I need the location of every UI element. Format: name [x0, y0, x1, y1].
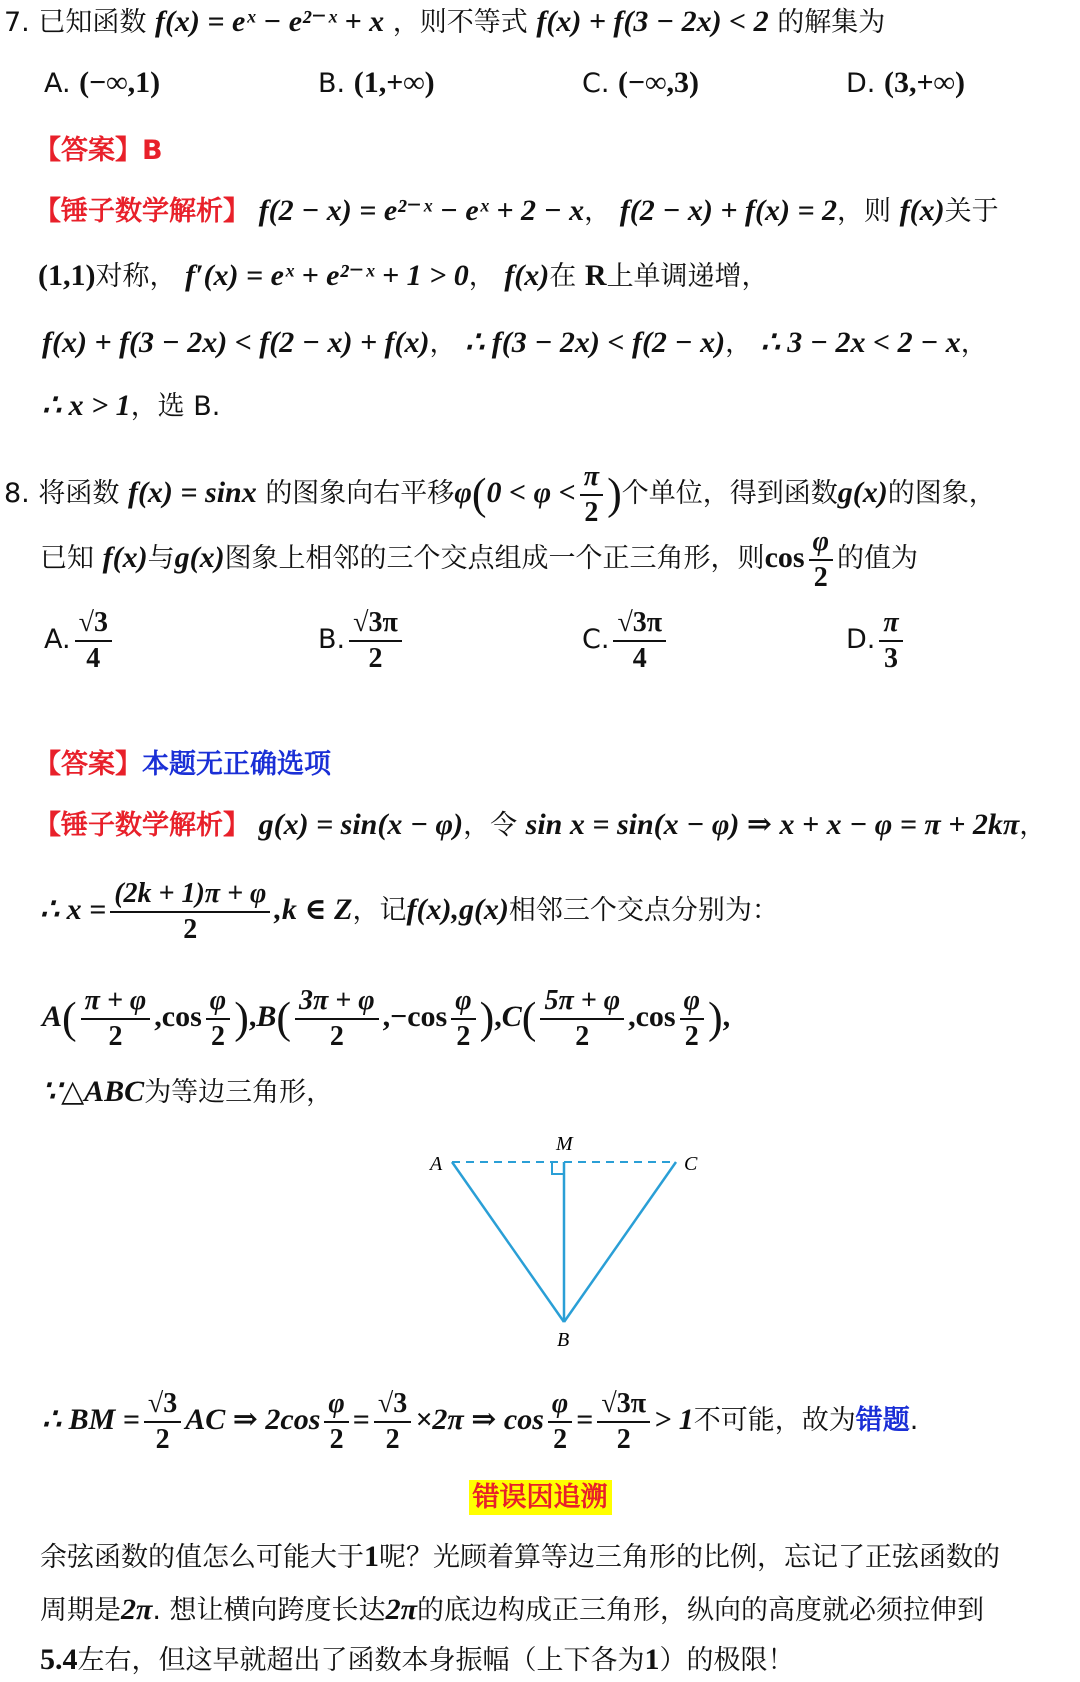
- q7-analysis-line-3: [42, 323, 988, 364]
- q8-analysis-line-2: [40, 870, 779, 950]
- label-m: M: [556, 1133, 573, 1155]
- text: 的底边构成正三角形，纵向的高度就必须拉伸到: [416, 1595, 984, 1626]
- text: ，: [468, 261, 496, 292]
- fraction: $\frac{\pi}{2}$: [580, 460, 603, 530]
- q8-option-c: C. $\frac{√3\pi}{4}$: [582, 600, 670, 680]
- paren: (: [521, 993, 537, 1043]
- paren: (: [62, 993, 77, 1043]
- point-b-label: B: [256, 1000, 277, 1033]
- math: cos: [764, 541, 805, 574]
- math: ∴ x > 1: [42, 389, 131, 422]
- math: f(x): [899, 194, 945, 227]
- text: 个单位，得到函数: [621, 478, 838, 509]
- text: 已知: [40, 543, 94, 574]
- text: 关于: [944, 196, 999, 227]
- math: g(x) = sin(x − φ): [258, 808, 464, 841]
- text: 将函数: [38, 478, 120, 509]
- point-c-label: C: [501, 1000, 522, 1033]
- math: f(x) + f(3 − 2x) < f(2 − x) + f(x): [42, 326, 430, 359]
- math: f(2 − x) + f(x) = 2: [619, 194, 838, 227]
- q8-answer: [34, 745, 331, 785]
- text: ，: [960, 328, 988, 359]
- text: .: [909, 1405, 919, 1436]
- math: f(x) = sinx: [127, 476, 257, 509]
- point-a-label: A: [42, 1000, 63, 1033]
- math: 2π: [385, 1593, 417, 1626]
- q7-analysis-line-1: [34, 191, 999, 232]
- text: 上单调递增，: [606, 261, 769, 292]
- right-angle-mark: [552, 1162, 564, 1174]
- text: 周期是: [40, 1595, 121, 1626]
- q7-function: f(x) = eˣ − e²⁻ˣ + x: [154, 5, 385, 38]
- q7-option-c: C. (−∞,3): [582, 66, 699, 99]
- math: f(x): [504, 259, 550, 292]
- trace-line-3: [40, 1640, 795, 1681]
- text: 左右，但这早就超出了函数本身振幅（上下各为: [77, 1645, 645, 1676]
- label-a: A: [430, 1153, 443, 1175]
- paren: ): [607, 469, 622, 519]
- q8-answer-value: 本题无正确选项: [142, 749, 331, 780]
- q7-option-a: A. (−∞,1): [44, 66, 161, 99]
- math: > 1: [654, 1403, 694, 1436]
- text: 在: [549, 261, 577, 292]
- paren: ): [234, 993, 249, 1043]
- math: 0 < φ <: [486, 476, 576, 509]
- text: ）的极限！: [659, 1645, 795, 1676]
- triangle-figure: [420, 1120, 710, 1350]
- math: ∴ x =: [40, 893, 107, 926]
- math: ∵△ABC: [42, 1075, 145, 1108]
- text: 与: [147, 543, 175, 574]
- text: 的图象，: [887, 478, 996, 509]
- answer-tag: 【答案】: [34, 135, 142, 166]
- math: ∴ BM =: [42, 1403, 140, 1436]
- math: f′(x) = eˣ + e²⁻ˣ + 1 > 0: [185, 259, 469, 292]
- q7-inequality: f(x) + f(3 − 2x) < 2: [536, 5, 769, 38]
- text: 呢？光顾着算等边三角形的比例，忘记了正弦函数的: [379, 1542, 1000, 1573]
- label-b: B: [557, 1329, 570, 1350]
- math: R: [584, 259, 607, 292]
- q7-option-d: D. (3,+∞): [846, 66, 965, 99]
- text: ，则: [837, 196, 892, 227]
- math: f(2 − x) = e²⁻ˣ − eˣ + 2 − x: [258, 194, 585, 227]
- math: sin x = sin(x − φ) ⇒ x + x − φ = π + 2kπ: [525, 808, 1020, 841]
- text: 不可能，故为: [693, 1405, 856, 1436]
- math: 1: [364, 1540, 379, 1573]
- trace-line-1: [40, 1537, 1000, 1578]
- fraction: $\frac{\varphi}{2}$: [809, 525, 833, 595]
- analysis-tag: 【锤子数学解析】: [34, 196, 250, 227]
- q7-analysis-line-4: [42, 386, 220, 427]
- q8-option-d: D. $\frac{\pi}{3}$: [846, 600, 907, 680]
- paren: ): [707, 993, 723, 1043]
- paren: (: [471, 469, 487, 519]
- text: ，: [725, 328, 753, 359]
- q7-stem: [4, 2, 885, 43]
- segment-ab: [452, 1162, 564, 1322]
- q7-analysis-line-2: [38, 256, 769, 297]
- q7-stem-text-a: 已知函数: [38, 7, 147, 38]
- trace-title: 错误因追溯: [469, 1480, 612, 1515]
- paren: (: [276, 993, 292, 1043]
- math: (1,1): [38, 259, 96, 292]
- q8-points-line: A( $\frac{\pi + \varphi}{2}$ ,cos $\frac{\varphi}{2}$ ),B( $\frac{3\pi + \varphi}{2}$ ,−cos $\frac{\varphi}{2}$ ),C( $\frac{5\pi + \varphi}{2}$ ,cos $\frac{\varphi}{2}$ ),: [42, 984, 731, 1052]
- q8-conclusion-line: ∴ BM = $\frac{√3}{2}$ AC ⇒ 2cos $\frac{\varphi}{2}$ = $\frac{√3}{2}$ ×2π ⇒ cos $\frac{\varphi}{2}$ = $\frac{√3\pi}{2}$ > 1不可能，故为错题.: [42, 1387, 919, 1455]
- answer-tag: 【答案】: [34, 749, 142, 780]
- q8-options: [0, 600, 1080, 680]
- trace-line-2: [40, 1590, 984, 1631]
- math: ×2π ⇒ cos: [415, 1403, 544, 1436]
- q8-option-b: B. $\frac{√3\pi}{2}$: [318, 600, 406, 680]
- q8-stem-line-2: [40, 518, 918, 598]
- q7-stem-text-c: 的解集为: [777, 7, 886, 38]
- q8-number: 8.: [4, 478, 30, 509]
- math: ,k ∈ Z: [274, 893, 353, 926]
- q7-answer-value: B: [142, 135, 163, 166]
- q7-stem-text-b: ，则不等式: [392, 7, 528, 38]
- math: 2π: [121, 1593, 153, 1626]
- math: 5.4: [40, 1643, 78, 1676]
- q7-number: 7.: [4, 7, 30, 38]
- q7-answer: [34, 131, 163, 171]
- math: f(x),g(x): [406, 893, 509, 926]
- label-c: C: [684, 1153, 698, 1175]
- math: g(x): [174, 541, 225, 574]
- math: f(x): [102, 541, 148, 574]
- trace-title-row: [0, 1478, 1080, 1518]
- text: ，令: [463, 810, 518, 841]
- fraction: $\frac{(2k + 1)\pi + \varphi}{2}$: [110, 877, 270, 947]
- text: 图象上相邻的三个交点组成一个正三角形，则: [224, 543, 765, 574]
- text: ，: [429, 328, 457, 359]
- q8-option-a: A. $\frac{√3}{4}$: [44, 600, 116, 680]
- text: 对称，: [95, 261, 177, 292]
- segment-cb: [564, 1162, 676, 1322]
- math: AC ⇒ 2cos: [185, 1403, 321, 1436]
- text: ，: [1019, 810, 1047, 841]
- text: 余弦函数的值怎么可能大于: [40, 1542, 364, 1573]
- paren: ): [479, 993, 495, 1043]
- text: ，: [584, 196, 612, 227]
- math: ∴ 3 − 2x < 2 − x: [760, 326, 961, 359]
- text: 相邻三个交点分别为：: [508, 895, 779, 926]
- text: 的值为: [836, 543, 918, 574]
- text: ，记: [352, 895, 407, 926]
- text: 为等边三角形，: [144, 1077, 334, 1108]
- math: ∴ f(3 − 2x) < f(2 − x): [465, 326, 726, 359]
- text: 的图象向右平移: [265, 478, 455, 509]
- math: g(x): [837, 476, 888, 509]
- q7-options: [0, 66, 1080, 110]
- text: ，选 B.: [130, 391, 221, 422]
- text: . 想让横向跨度长达: [152, 1595, 386, 1626]
- q7-option-b: B. (1,+∞): [318, 66, 435, 99]
- analysis-tag: 【锤子数学解析】: [34, 810, 250, 841]
- math: 1: [644, 1643, 660, 1676]
- math: φ: [454, 476, 472, 509]
- q8-equilateral-line: [42, 1072, 333, 1113]
- wrong-question-tag: 错题: [855, 1405, 910, 1436]
- q8-analysis-line-1: [34, 805, 1046, 846]
